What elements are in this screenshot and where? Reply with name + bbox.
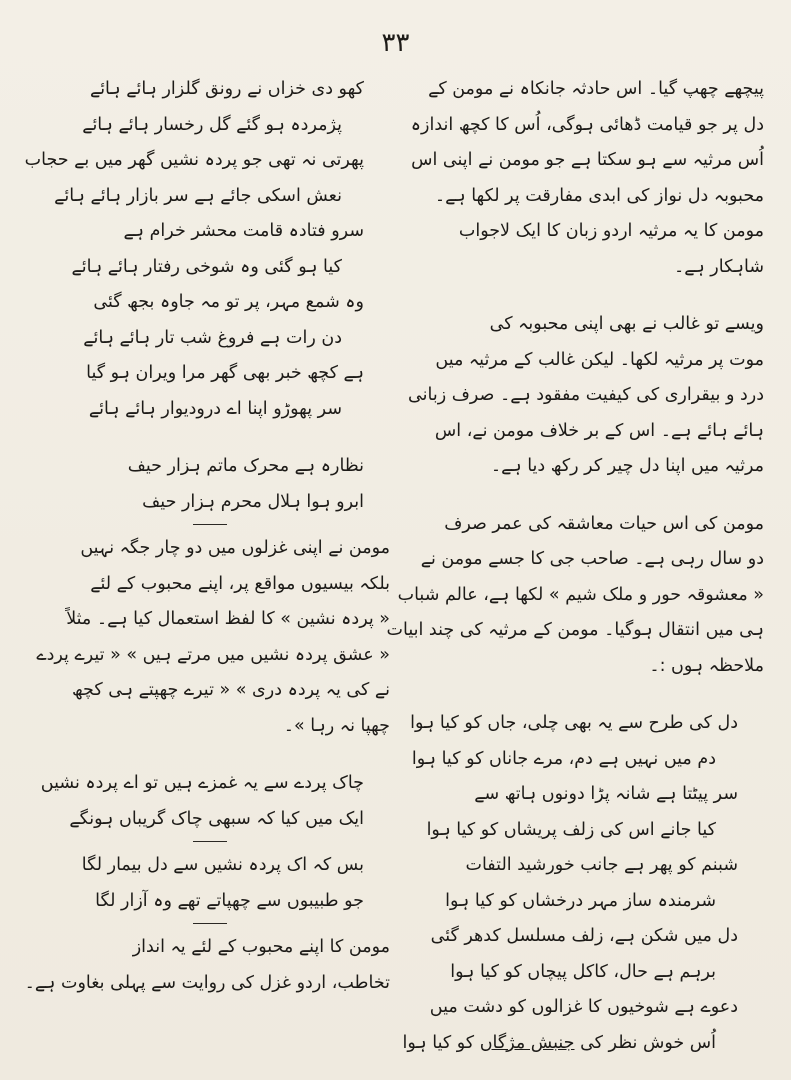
verse-line: کیا ہو گئی وہ شوخی رفتار ہائے ہائے <box>71 256 342 277</box>
text-line: ہی میں انتقال ہوگیا۔ مومن کے مرثیہ کی چند ابیات <box>386 620 764 640</box>
text-line: نے کی یہ پردہ دری » « تیرے چھپتے ہی کچھ <box>71 680 390 700</box>
verses-block-3 <box>30 766 390 837</box>
text-line: دو سال رہی ہے۔ صاحب جی کا جسے مومن نے <box>420 549 764 569</box>
verses-block-2 <box>30 449 390 520</box>
paragraph-3 <box>386 507 764 685</box>
verse-line: بس کہ اک پردہ نشیں سے دل بیمار لگا <box>81 855 364 875</box>
text-line: مومن کا یہ مرثیہ اردو زبان کا ایک لاجواب <box>458 221 764 241</box>
verse-line: نظارہ ہے محرک ماتم ہزار حیف <box>127 456 364 476</box>
paragraph-2 <box>408 307 764 485</box>
separator-rule <box>193 923 227 924</box>
text-line: پیچھے چھپ گیا۔ اس حادثہ جانکاہ نے مومن کے <box>428 79 764 99</box>
text-line: بلکہ بیسیوں مواقع پر، اپنے محبوب کے لئے <box>90 573 390 594</box>
verse-line: ابرو ہوا ہلال محرم ہزار حیف <box>142 491 364 512</box>
text-line: چھپا نہ رہا »۔ <box>283 715 390 736</box>
page-number: ۳۳ <box>381 28 410 58</box>
right-column <box>386 72 764 1061</box>
verses-block-4 <box>30 848 390 919</box>
text-line: اُس مرثیہ سے ہو سکتا ہے جو مومن نے اپنی اس <box>411 150 764 170</box>
verse-line: جو طبیبوں سے چھپاتے تھے وہ آزار لگا <box>95 890 364 911</box>
text-line: دل پر جو قیامت ڈھائی ہوگی، اُس کا کچھ اندازہ <box>410 114 764 135</box>
text-line: ملاحظہ ہوں :۔ <box>649 655 764 676</box>
text-line: ہائے ہائے ہے۔ اس کے بر خلاف مومن نے، اس <box>434 420 764 441</box>
left-column <box>24 72 390 1001</box>
verse-line: پژمردہ ہو گئے گل رخسار ہائے ہائے <box>82 114 342 135</box>
underlined-phrase: جنبش مژگاں <box>479 1032 575 1053</box>
verse-line: برہم ہے حال، کاکل پیچاں کو کیا ہوا <box>450 961 716 982</box>
verse-line: سرو فتادہ قامت محشر خرام ہے <box>123 221 364 241</box>
verse-line: نعش اسکی جائے ہے سر بازار ہائے ہائے <box>54 185 342 206</box>
text-line: شاہکار ہے۔ <box>673 256 764 277</box>
verse-line: کھو دی خزاں نے رونق گلزار ہائے ہائے <box>89 79 364 99</box>
text-line: « پردہ نشین » کا لفظ استعمال کیا ہے۔ مثلاً <box>66 609 390 629</box>
verse-line: سر پیٹتا ہے شانہ پڑا دونوں ہاتھ سے <box>474 784 738 804</box>
verse-line: چاک پردے سے یہ غمزے ہیں تو اے پردہ نشیں <box>40 773 364 793</box>
verses-block-1 <box>24 72 390 427</box>
text-line: مرثیہ میں اپنا دل چیر کر رکھ دیا ہے۔ <box>490 456 764 476</box>
verse-text: اُس خوش نظر کی <box>574 1032 716 1053</box>
text-line: مومن کا اپنے محبوب کے لئے یہ انداز <box>132 937 390 957</box>
text-line: محبوبہ دل نواز کی ابدی مفارقت پر لکھا ہے۔ <box>434 185 764 206</box>
text-line: مومن کی اس حیات معاشقہ کی عمر صرف <box>444 513 764 534</box>
verse-line: پھرتی نہ تھی جو پردہ نشیں گھر میں بے حجاب <box>24 150 364 170</box>
text-line: درد و بیقراری کی کیفیت مفقود ہے۔ صرف زبانی <box>408 385 764 405</box>
verse-text: کو کیا ہوا <box>402 1032 480 1053</box>
text-line: « معشوقہ حور و ملک شیم » لکھا ہے، عالم شباب <box>397 584 764 605</box>
verse-line: دعوے ہے شوخیوں کا غزالوں کو دشت میں <box>429 997 738 1017</box>
text-line: « عشق پردہ نشیں میں مرتے ہیں » « تیرے پردے <box>36 644 390 665</box>
verse-line: شرمندہ ساز مہر درخشاں کو کیا ہوا <box>445 890 716 911</box>
text-line: ویسے تو غالب نے بھی اپنی محبوبہ کی <box>489 314 764 334</box>
verse-line: شبنم کو پھر ہے جانب خورشید التفات <box>465 855 738 875</box>
prose-paragraph-2 <box>24 930 390 1001</box>
prose-paragraph <box>30 531 390 744</box>
verse-line: دن رات ہے فروغ شب تار ہائے ہائے <box>83 327 342 348</box>
separator-rule <box>193 524 227 525</box>
separator-rule <box>193 841 227 842</box>
text-line: مومن نے اپنی غزلوں میں دو چار جگہ نہیں <box>80 538 390 558</box>
text-line: تخاطب، اردو غزل کی روایت سے پہلی بغاوت ہے۔ <box>24 972 390 993</box>
verse-line: وہ شمع مہر، پر تو مہ جاوہ بجھ گئی <box>93 292 364 312</box>
marsiya-verses <box>402 706 764 1061</box>
verse-line: کیا جانے اس کی زلف پریشاں کو کیا ہوا <box>426 819 716 840</box>
verse-line: دل میں شکن ہے، زلف مسلسل کدھر گئی <box>430 926 738 946</box>
verse-line: دم میں نہیں ہے دم، مرے جاناں کو کیا ہوا <box>411 748 716 769</box>
verse-line: دل کی طرح سے یہ بھی چلی، جاں کو کیا ہوا <box>410 713 738 733</box>
verse-line-last <box>402 1026 764 1062</box>
verse-line: سر پھوڑو اپنا اے درودیوار ہائے ہائے <box>88 398 342 419</box>
paragraph-1 <box>412 72 764 285</box>
verse-line: ایک میں کیا کہ سبھی چاک گریباں ہونگے <box>69 808 364 829</box>
verse-line: ہے کچھ خبر بھی گھر مرا ویران ہو گیا <box>86 363 364 383</box>
text-line: موت پر مرثیہ لکھا۔ لیکن غالب کے مرثیہ میں <box>435 349 764 370</box>
